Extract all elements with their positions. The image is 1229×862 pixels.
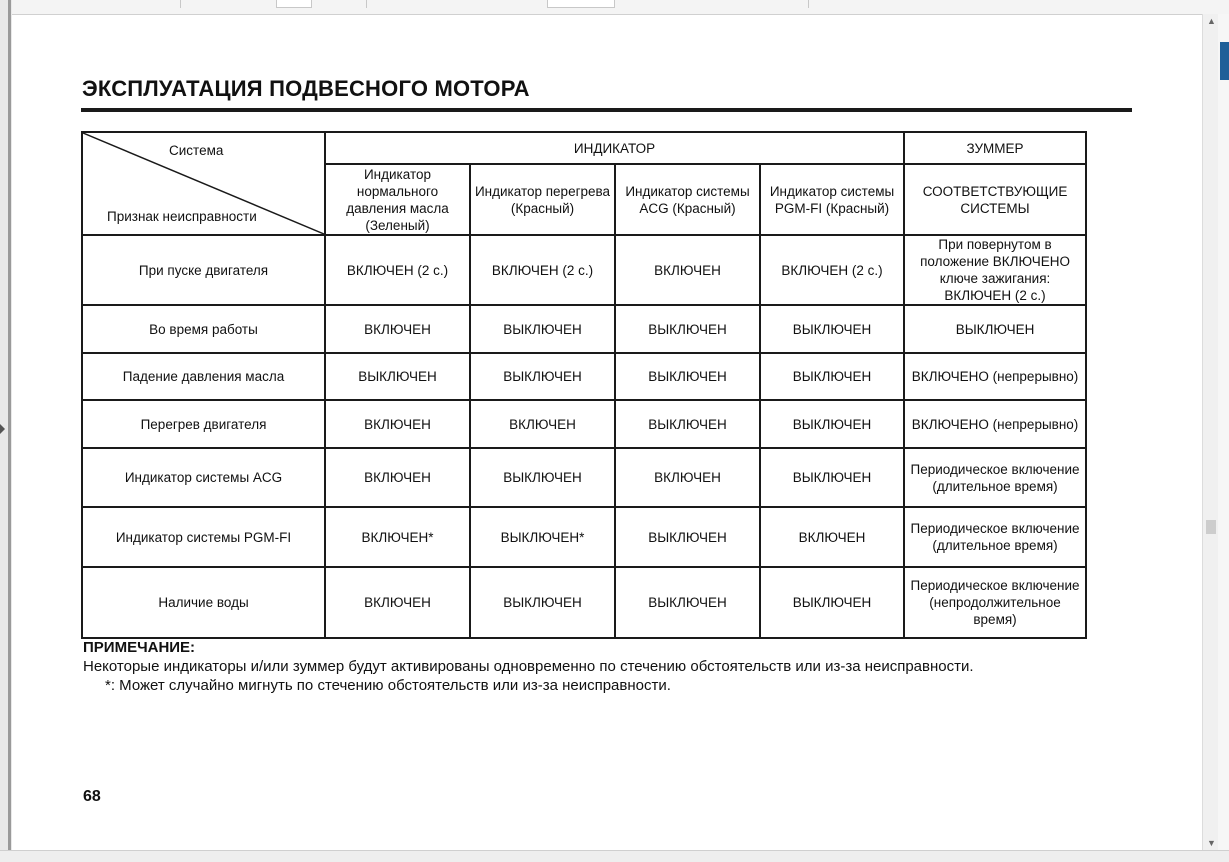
column-header: Индикатор системы ACG (Красный) bbox=[615, 164, 760, 235]
column-header: Индикатор перегрева (Красный) bbox=[470, 164, 615, 235]
indicator-matrix-table bbox=[81, 131, 1087, 639]
right-panel-accent[interactable] bbox=[1220, 42, 1229, 80]
table-cell: ВЫКЛЮЧЕН bbox=[470, 353, 615, 400]
right-panel bbox=[1218, 14, 1229, 850]
toolbar-separator bbox=[808, 0, 809, 8]
toolbar-separator bbox=[366, 0, 367, 8]
scroll-down-icon[interactable]: ▼ bbox=[1207, 838, 1216, 848]
group-header-buzzer: ЗУММЕР bbox=[904, 132, 1086, 164]
table-cell: ВЫКЛЮЧЕН bbox=[760, 567, 904, 638]
table-row bbox=[82, 305, 1086, 353]
title-underline bbox=[81, 108, 1132, 112]
toolbar-separator bbox=[180, 0, 181, 8]
table-cell: ВЫКЛЮЧЕН bbox=[760, 353, 904, 400]
expand-arrow-icon[interactable] bbox=[0, 424, 5, 434]
table-cell: ВЫКЛЮЧЕН bbox=[325, 353, 470, 400]
table-cell: ВЫКЛЮЧЕН bbox=[470, 305, 615, 353]
table-cell: Периодическое включение (непродолжительное время) bbox=[904, 567, 1086, 638]
status-bar bbox=[0, 850, 1229, 862]
row-label: Индикатор системы ACG bbox=[82, 448, 325, 507]
row-label: Падение давления масла bbox=[82, 353, 325, 400]
viewer-toolbar bbox=[0, 0, 1229, 15]
column-header: Индикатор системы PGM-FI (Красный) bbox=[760, 164, 904, 235]
corner-label-symptom: Признак неисправности bbox=[107, 209, 257, 224]
table-cell: ВЫКЛЮЧЕН bbox=[904, 305, 1086, 353]
table-cell: ВЫКЛЮЧЕН* bbox=[470, 507, 615, 567]
page-number: 68 bbox=[83, 788, 101, 805]
table-cell: ВКЛЮЧЕН bbox=[615, 448, 760, 507]
table-cell: ВКЛЮЧЕН* bbox=[325, 507, 470, 567]
table-row bbox=[82, 448, 1086, 507]
note-text: Некоторые индикаторы и/или зуммер будут активированы одновременно по стечению обстоятельств или из-за неисправности. bbox=[83, 658, 974, 675]
table-cell: ВЫКЛЮЧЕН bbox=[615, 400, 760, 448]
table-cell: ВЫКЛЮЧЕН bbox=[615, 305, 760, 353]
vertical-scrollbar[interactable] bbox=[1202, 14, 1219, 850]
table-cell: ВЫКЛЮЧЕН bbox=[760, 400, 904, 448]
table-cell: При повернутом в положение ВКЛЮЧЕНО ключе зажигания: ВКЛЮЧЕН (2 с.) bbox=[904, 235, 1086, 305]
note-title: ПРИМЕЧАНИЕ: bbox=[83, 639, 196, 656]
table-cell: ВКЛЮЧЕН bbox=[760, 507, 904, 567]
page-title: ЭКСПЛУАТАЦИЯ ПОДВЕСНОГО МОТОРА bbox=[82, 76, 530, 101]
table-row bbox=[82, 235, 1086, 305]
scrollbar-thumb[interactable] bbox=[1206, 520, 1216, 534]
row-label: Индикатор системы PGM-FI bbox=[82, 507, 325, 567]
table-cell: ВКЛЮЧЕН bbox=[325, 567, 470, 638]
table-cell: ВКЛЮЧЕН (2 с.) bbox=[760, 235, 904, 305]
column-header: Индикатор нормального давления масла (Зеленый) bbox=[325, 164, 470, 235]
table-cell: ВКЛЮЧЕН bbox=[325, 448, 470, 507]
table-cell: ВКЛЮЧЕН bbox=[325, 305, 470, 353]
table-row bbox=[82, 353, 1086, 400]
table-cell: ВЫКЛЮЧЕН bbox=[615, 507, 760, 567]
table-cell: ВКЛЮЧЕН bbox=[615, 235, 760, 305]
table-row bbox=[82, 507, 1086, 567]
row-label: Перегрев двигателя bbox=[82, 400, 325, 448]
table-cell: ВЫКЛЮЧЕН bbox=[760, 448, 904, 507]
table-cell: ВЫКЛЮЧЕН bbox=[615, 567, 760, 638]
left-panel bbox=[0, 0, 12, 861]
table-cell: ВКЛЮЧЕН (2 с.) bbox=[325, 235, 470, 305]
table-row bbox=[82, 400, 1086, 448]
table-cell: ВКЛЮЧЕН bbox=[470, 400, 615, 448]
corner-cell bbox=[82, 132, 325, 235]
column-header: СООТВЕТСТВУЮЩИЕ СИСТЕМЫ bbox=[904, 164, 1086, 235]
row-label: Во время работы bbox=[82, 305, 325, 353]
table-cell: ВЫКЛЮЧЕН bbox=[760, 305, 904, 353]
table-cell: ВКЛЮЧЕН (2 с.) bbox=[470, 235, 615, 305]
table-cell: Периодическое включение (длительное время) bbox=[904, 448, 1086, 507]
group-header-indicator: ИНДИКАТОР bbox=[325, 132, 904, 164]
table-cell: ВКЛЮЧЕН bbox=[325, 400, 470, 448]
corner-label-system: Система bbox=[169, 143, 224, 158]
table-cell: ВЫКЛЮЧЕН bbox=[470, 448, 615, 507]
row-label: Наличие воды bbox=[82, 567, 325, 638]
table-cell: Периодическое включение (длительное время) bbox=[904, 507, 1086, 567]
table-cell: ВЫКЛЮЧЕН bbox=[470, 567, 615, 638]
note-footnote: *: Может случайно мигнуть по стечению обстоятельств или из-за неисправности. bbox=[105, 677, 671, 694]
toolbar-page-field[interactable] bbox=[276, 0, 312, 8]
table-cell: ВКЛЮЧЕНО (непрерывно) bbox=[904, 400, 1086, 448]
table-header-row bbox=[82, 132, 1086, 164]
row-label: При пуске двигателя bbox=[82, 235, 325, 305]
scroll-up-icon[interactable]: ▲ bbox=[1207, 16, 1216, 26]
table-cell: ВКЛЮЧЕНО (непрерывно) bbox=[904, 353, 1086, 400]
table-cell: ВЫКЛЮЧЕН bbox=[615, 353, 760, 400]
table-row bbox=[82, 567, 1086, 638]
left-panel-border bbox=[8, 0, 11, 861]
toolbar-zoom-field[interactable] bbox=[547, 0, 615, 8]
